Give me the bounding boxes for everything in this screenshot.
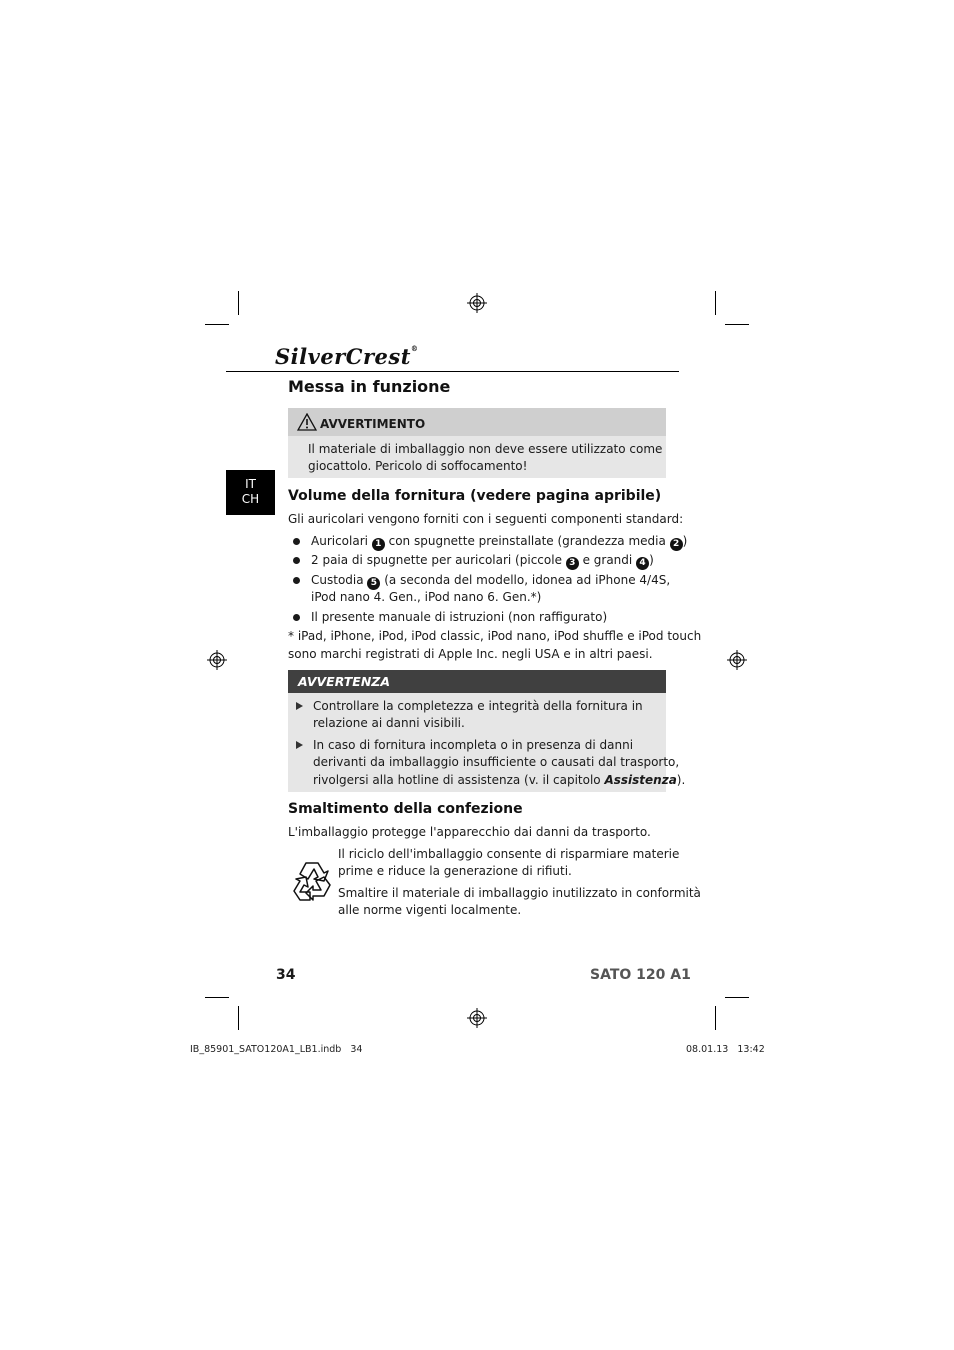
recycle-icon: [288, 857, 336, 905]
registration-mark-icon: [467, 293, 487, 313]
registration-mark-icon: [727, 650, 747, 670]
brand-logo: SilverCrest®: [275, 344, 419, 369]
list-item-continued: iPod nano 4. Gen., iPod nano 6. Gen.*): [311, 590, 542, 604]
list-item: Il presente manuale di istruzioni (non raffigurato): [311, 610, 608, 624]
warning-text-line: giocattolo. Pericolo di soffocamento!: [308, 459, 528, 473]
crop-mark: [715, 1006, 716, 1030]
bullet: [293, 614, 300, 621]
note-item-line: derivanti da imballaggio insufficiente o causati dal trasporto,: [313, 755, 680, 769]
crop-mark: [205, 997, 229, 998]
disposal-text-line: alle norme vigenti localmente.: [338, 903, 522, 917]
crop-mark: [238, 291, 239, 315]
print-date-info: 08.01.13 13:42: [686, 1044, 765, 1055]
bullet: [293, 538, 300, 545]
warning-triangle-icon: [297, 413, 317, 431]
list-item: Custodia 5 (a seconda del modello, idonea ad iPhone 4/4S,: [311, 573, 671, 588]
footnote-line: sono marchi registrati di Apple Inc. negli USA e in altri paesi.: [288, 647, 653, 661]
page-title: Messa in funzione: [288, 377, 451, 396]
list-item: 2 paia di spugnette per auricolari (piccole 3 e grandi 4 ): [311, 553, 654, 568]
warning-text-line: Il materiale di imballaggio non deve essere utilizzato come: [308, 442, 663, 456]
list-item: Auricolari 1 con spugnette preinstallate (grandezza media 2 ): [311, 534, 688, 549]
note-item-line: rivolgersi alla hotline di assistenza (v. il capitolo Assistenza).: [313, 773, 686, 787]
scope-intro: Gli auricolari vengono forniti con i seguenti componenti standard:: [288, 512, 684, 526]
disposal-text-line: prime e riduce la generazione di rifiuti.: [338, 864, 572, 878]
arrow-bullet-icon: [296, 702, 303, 710]
crop-mark: [238, 1006, 239, 1030]
page-number: 34: [276, 967, 296, 983]
disposal-text-line: Smaltire il materiale di imballaggio inutilizzato in conformità: [338, 886, 701, 900]
language-tab: IT CH: [226, 470, 275, 515]
header-rule: [226, 371, 679, 372]
disposal-intro: L'imballaggio protegge l'apparecchio dai danni da trasporto.: [288, 825, 651, 839]
crop-mark: [725, 997, 749, 998]
crop-mark: [725, 324, 749, 325]
bullet: [293, 577, 300, 584]
note-title: AVVERTENZA: [298, 674, 391, 689]
footnote-line: * iPad, iPhone, iPod, iPod classic, iPod nano, iPod shuffle e iPod touch: [288, 629, 702, 643]
warning-title: AVVERTIMENTO: [320, 417, 426, 431]
disposal-text-line: Il riciclo dell'imballaggio consente di risparmiare materie: [338, 847, 680, 861]
model-name: SATO 120 A1: [590, 967, 691, 983]
print-file-info: IB_85901_SATO120A1_LB1.indb 34: [190, 1044, 363, 1055]
bullet: [293, 557, 300, 564]
note-item-line: relazione ai danni visibili.: [313, 716, 465, 730]
section-heading-scope: Volume della fornitura (vedere pagina apribile): [288, 488, 662, 504]
section-heading-disposal: Smaltimento della confezione: [288, 801, 523, 817]
registration-mark-icon: [467, 1008, 487, 1028]
registration-mark-icon: [207, 650, 227, 670]
note-item-line: Controllare la completezza e integrità della fornitura in: [313, 699, 643, 713]
note-item-line: In caso di fornitura incompleta o in presenza di danni: [313, 738, 634, 752]
arrow-bullet-icon: [296, 741, 303, 749]
crop-mark: [715, 291, 716, 315]
crop-mark: [205, 324, 229, 325]
